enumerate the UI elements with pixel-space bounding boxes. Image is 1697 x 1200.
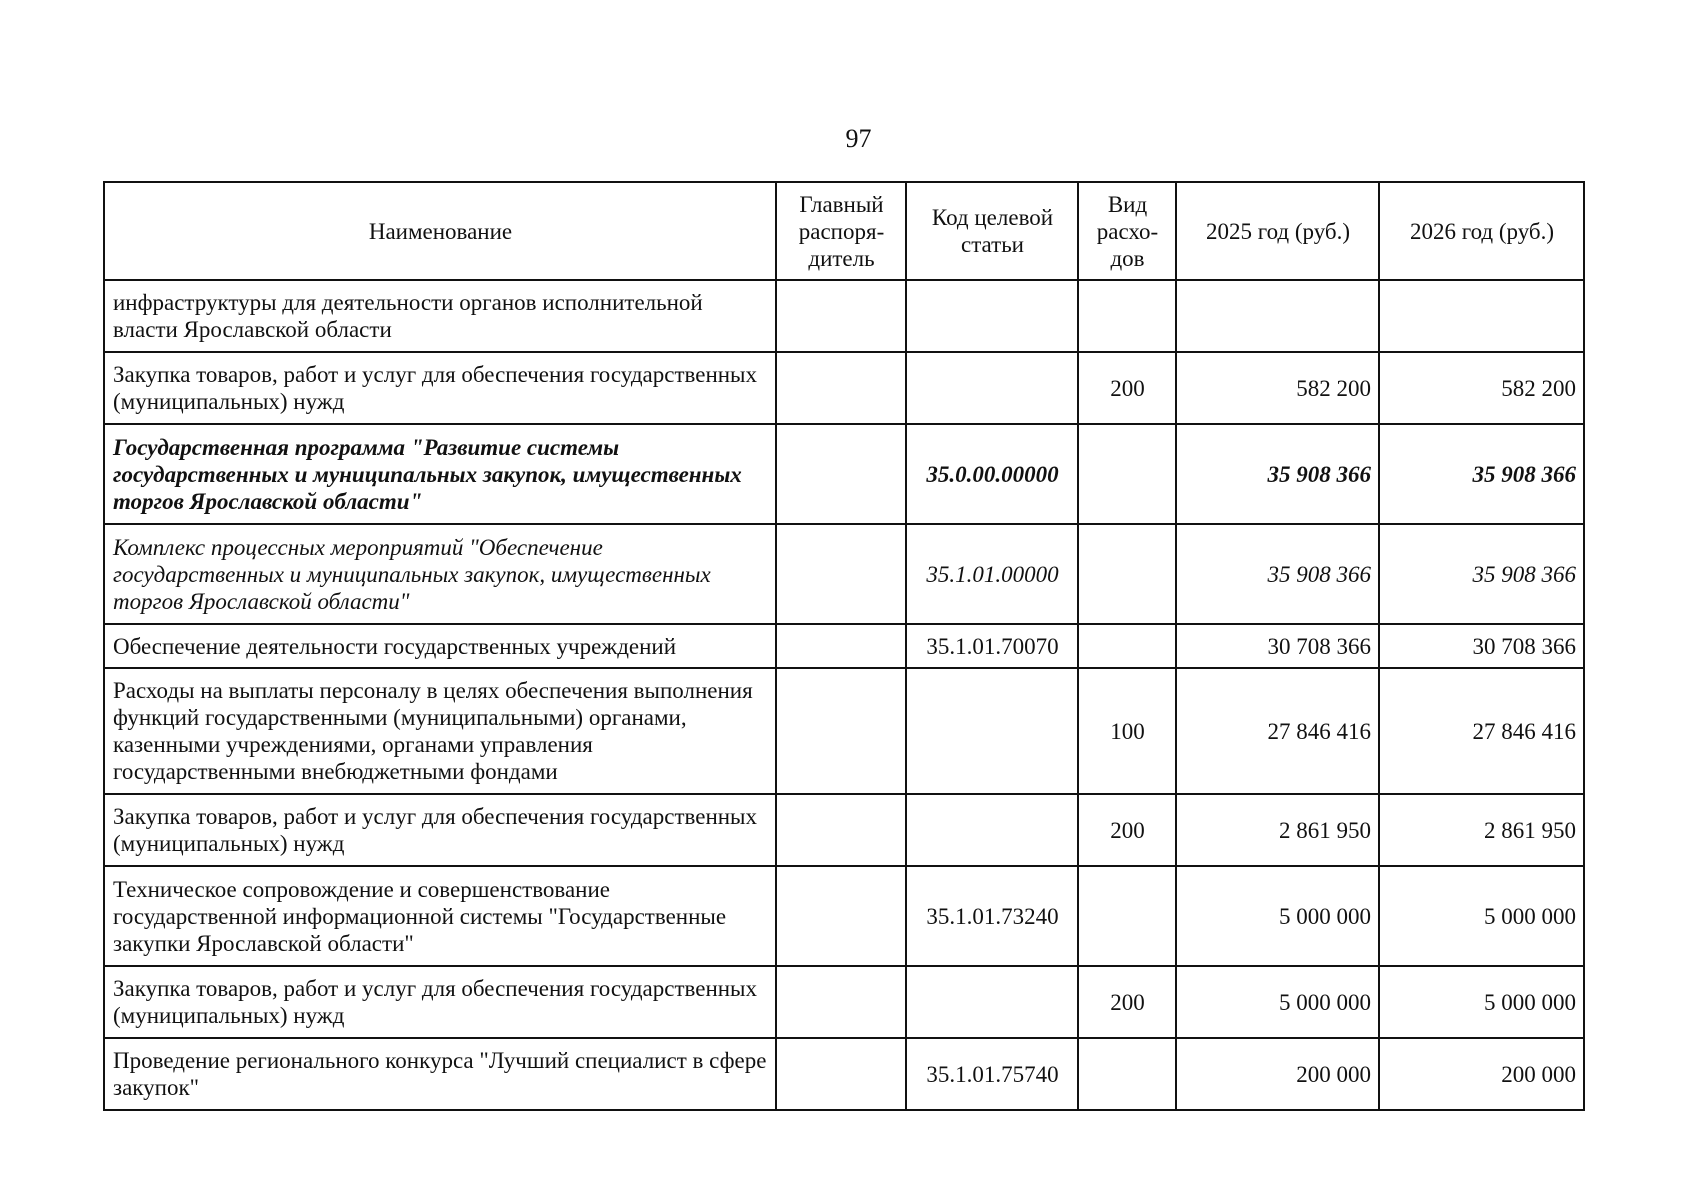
cell-year-2025: 35 908 366 [1176, 424, 1379, 524]
table-row [104, 1038, 1584, 1110]
cell-year-2025: 30 708 366 [1176, 624, 1379, 668]
cell-year-2026 [1379, 280, 1584, 352]
cell-expense-type [1078, 524, 1176, 624]
table-row [104, 352, 1584, 424]
table-row [104, 280, 1584, 352]
table-row [104, 966, 1584, 1038]
header-year-2025: 2025 год (руб.) [1176, 182, 1379, 280]
cell-year-2025: 5 000 000 [1176, 966, 1379, 1038]
cell-year-2026: 200 000 [1379, 1038, 1584, 1110]
cell-year-2026: 2 861 950 [1379, 794, 1584, 866]
table-row [104, 624, 1584, 668]
cell-main-manager [776, 424, 906, 524]
cell-year-2025 [1176, 280, 1379, 352]
cell-expense-type: 200 [1078, 966, 1176, 1038]
cell-name: Государственная программа "Развитие системы государственных и муниципальных закупок, имущественных торгов Ярославской области" [104, 424, 776, 524]
cell-year-2026: 27 846 416 [1379, 668, 1584, 794]
cell-name: Расходы на выплаты персоналу в целях обеспечения выполнения функций государственными (муниципальными) органами, казенными учреждениями, органами управления государственными внебюджетными фондами [104, 668, 776, 794]
cell-year-2025: 582 200 [1176, 352, 1379, 424]
cell-main-manager [776, 668, 906, 794]
cell-target-code: 35.1.01.00000 [906, 524, 1078, 624]
cell-year-2026: 35 908 366 [1379, 524, 1584, 624]
cell-name: Техническое сопровождение и совершенствование государственной информационной системы "Государственные закупки Ярославской области" [104, 866, 776, 966]
cell-year-2025: 5 000 000 [1176, 866, 1379, 966]
cell-year-2025: 200 000 [1176, 1038, 1379, 1110]
cell-main-manager [776, 1038, 906, 1110]
cell-year-2026: 582 200 [1379, 352, 1584, 424]
cell-main-manager [776, 280, 906, 352]
header-name: Наименование [104, 182, 776, 280]
cell-year-2026: 35 908 366 [1379, 424, 1584, 524]
budget-table [103, 181, 1585, 1111]
cell-year-2025: 35 908 366 [1176, 524, 1379, 624]
cell-expense-type [1078, 1038, 1176, 1110]
cell-expense-type [1078, 424, 1176, 524]
cell-main-manager [776, 966, 906, 1038]
table-row [104, 524, 1584, 624]
header-main-manager: Главный распоря-дитель [776, 182, 906, 280]
cell-year-2026: 5 000 000 [1379, 966, 1584, 1038]
cell-main-manager [776, 524, 906, 624]
cell-target-code [906, 966, 1078, 1038]
cell-year-2026: 30 708 366 [1379, 624, 1584, 668]
cell-target-code [906, 794, 1078, 866]
page-number: 97 [845, 124, 872, 153]
cell-main-manager [776, 624, 906, 668]
cell-name: Закупка товаров, работ и услуг для обеспечения государственных (муниципальных) нужд [104, 352, 776, 424]
cell-expense-type [1078, 866, 1176, 966]
cell-name: Закупка товаров, работ и услуг для обеспечения государственных (муниципальных) нужд [104, 966, 776, 1038]
cell-name: Проведение регионального конкурса "Лучший специалист в сфере закупок" [104, 1038, 776, 1110]
cell-name: Закупка товаров, работ и услуг для обеспечения государственных (муниципальных) нужд [104, 794, 776, 866]
cell-target-code [906, 668, 1078, 794]
table-header-row [104, 182, 1584, 280]
cell-expense-type: 100 [1078, 668, 1176, 794]
table-row [104, 866, 1584, 966]
cell-name: Обеспечение деятельности государственных учреждений [104, 624, 776, 668]
table-row [104, 424, 1584, 524]
cell-target-code [906, 280, 1078, 352]
table-row [104, 668, 1584, 794]
cell-expense-type [1078, 280, 1176, 352]
header-target-code: Код целевой статьи [906, 182, 1078, 280]
cell-target-code: 35.0.00.00000 [906, 424, 1078, 524]
cell-year-2026: 5 000 000 [1379, 866, 1584, 966]
cell-name: Комплекс процессных мероприятий "Обеспечение государственных и муниципальных закупок, имущественных торгов Ярославской области" [104, 524, 776, 624]
cell-expense-type: 200 [1078, 352, 1176, 424]
cell-main-manager [776, 866, 906, 966]
header-year-2026: 2026 год (руб.) [1379, 182, 1584, 280]
cell-expense-type: 200 [1078, 794, 1176, 866]
cell-main-manager [776, 794, 906, 866]
cell-target-code: 35.1.01.70070 [906, 624, 1078, 668]
cell-target-code [906, 352, 1078, 424]
cell-main-manager [776, 352, 906, 424]
cell-target-code: 35.1.01.75740 [906, 1038, 1078, 1110]
table-row [104, 794, 1584, 866]
cell-year-2025: 2 861 950 [1176, 794, 1379, 866]
cell-year-2025: 27 846 416 [1176, 668, 1379, 794]
cell-expense-type [1078, 624, 1176, 668]
cell-name: инфраструктуры для деятельности органов исполнительной власти Ярославской области [104, 280, 776, 352]
header-expense-type: Вид расхо-дов [1078, 182, 1176, 280]
cell-target-code: 35.1.01.73240 [906, 866, 1078, 966]
